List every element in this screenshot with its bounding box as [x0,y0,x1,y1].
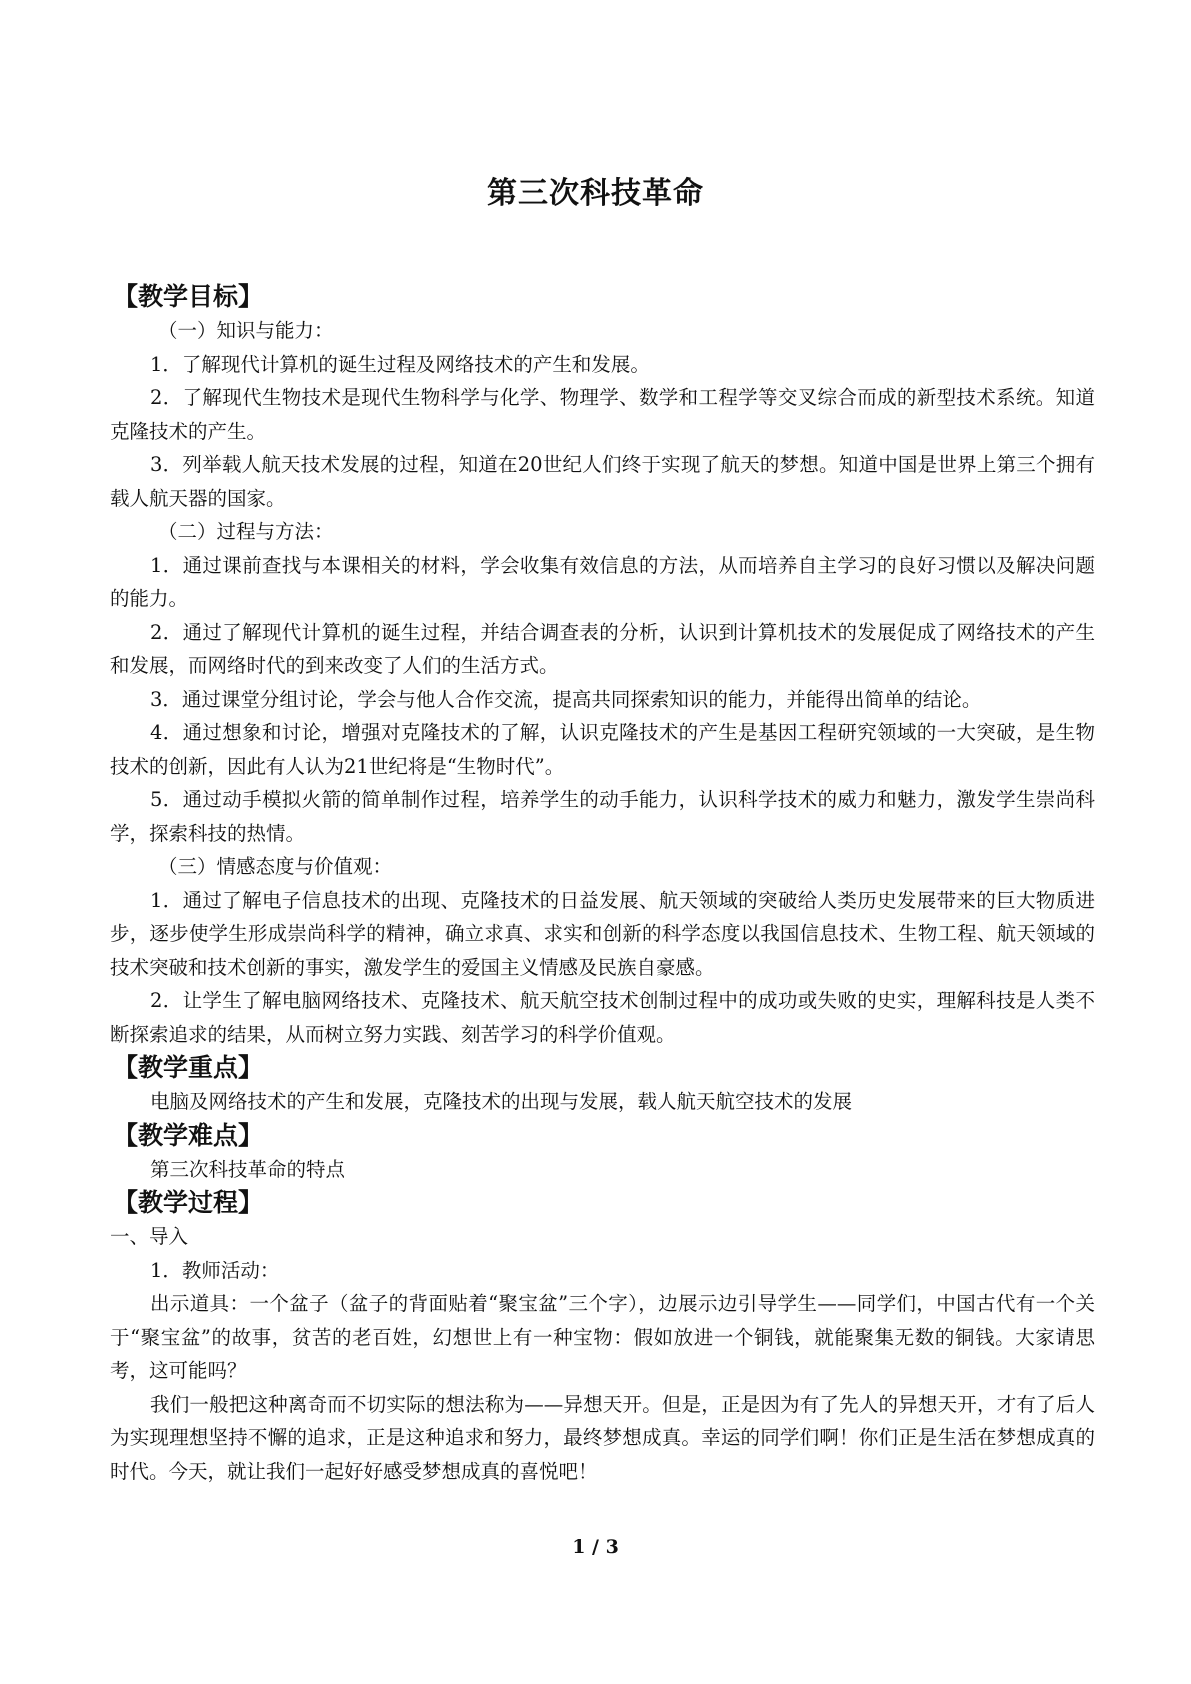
objectives-heading: 【教学目标】 [113,282,264,311]
emotion-label: （三）情感态度与价值观： [158,855,393,878]
teaching-process-heading: 【教学过程】 [113,1188,264,1217]
emotion-item: 2．让学生了解电脑网络技术、克隆技术、航天航空技术创制过程中的成功或失败的史实，理解科技是人类不断探索追求的结果，从而树立努力实践、刻苦学习的科学价值观。 [110,989,1095,1046]
page-number: 1 / 3 [572,1536,619,1558]
knowledge-item: 2．了解现代生物技术是现代生物科学与化学、物理学、数学和工程学等交叉综合而成的新型技术系统。知道克隆技术的产生。 [110,386,1095,443]
process-method-item: 1．通过课前查找与本课相关的材料，学会收集有效信息的方法，从而培养自主学习的良好习惯以及解决问题的能力。 [110,553,1095,610]
document-body [110,280,1095,1488]
process-method-label: （二）过程与方法： [158,520,334,543]
intro-paragraph: 出示道具：一个盆子（盆子的背面贴着“聚宝盆”三个字），边展示边引导学生——同学们，中国古代有一个关于“聚宝盆”的故事，贫苦的老百姓，幻想世上有一种宝物：假如放进一个铜钱，就能聚集无数的铜钱。大家请思考，这可能吗？ [110,1292,1095,1382]
emotion-item: 1．通过了解电子信息技术的出现、克隆技术的日益发展、航天领域的突破给人类历史发展带来的巨大物质进步，逐步使学生形成崇尚科学的精神，确立求真、求实和创新的科学态度以我国信息技术、生物工程、航天领域的技术突破和技术创新的事实，激发学生的爱国主义情感及民族自豪感。 [110,888,1095,979]
difficulties-text: 第三次科技革命的特点 [150,1157,346,1181]
document-title: 第三次科技革命 [487,176,704,211]
process-method-item: 3．通过课堂分组讨论，学会与他人合作交流，提高共同探索知识的能力，并能得出简单的结论。 [150,687,982,711]
difficulties-heading: 【教学难点】 [113,1120,264,1150]
key-points-heading: 【教学重点】 [113,1053,264,1082]
intro-paragraph: 我们一般把这种离奇而不切实际的想法称为——异想天开。但是，正是因为有了先人的异想天开，才有了后人为实现理想坚持不懈的追求，正是这种追求和努力，最终梦想成真。幸运的同学们啊！你们正是生活在梦想成真的时代。今天，就让我们一起好好感受梦想成真的喜悦吧！ [110,1392,1095,1483]
intro-label: 一、导入 [110,1225,189,1248]
process-method-item: 4．通过想象和讨论，增强对克隆技术的了解，认识克隆技术的产生是基因工程研究领域的一大突破，是生物技术的创新，因此有人认为21世纪将是“生物时代”。 [110,721,1095,778]
knowledge-label: （一）知识与能力： [158,319,334,342]
teacher-activity-label: 1．教师活动： [150,1258,280,1282]
key-points-text: 电脑及网络技术的产生和发展，克隆技术的出现与发展，载人航天航空技术的发展 [150,1090,853,1113]
knowledge-item: 1．了解现代计算机的诞生过程及网络技术的产生和发展。 [150,352,650,376]
process-method-item: 5．通过动手模拟火箭的简单制作过程，培养学生的动手能力，认识科学技术的威力和魅力，激发学生崇尚科学，探索科技的热情。 [110,788,1095,845]
knowledge-item: 3．列举载人航天技术发展的过程，知道在20世纪人们终于实现了航天的梦想。知道中国是世界上第三个拥有载人航天器的国家。 [110,453,1095,510]
process-method-item: 2．通过了解现代计算机的诞生过程，并结合调查表的分析，认识到计算机技术的发展促成了网络技术的产生和发展，而网络时代的到来改变了人们的生活方式。 [110,620,1095,677]
